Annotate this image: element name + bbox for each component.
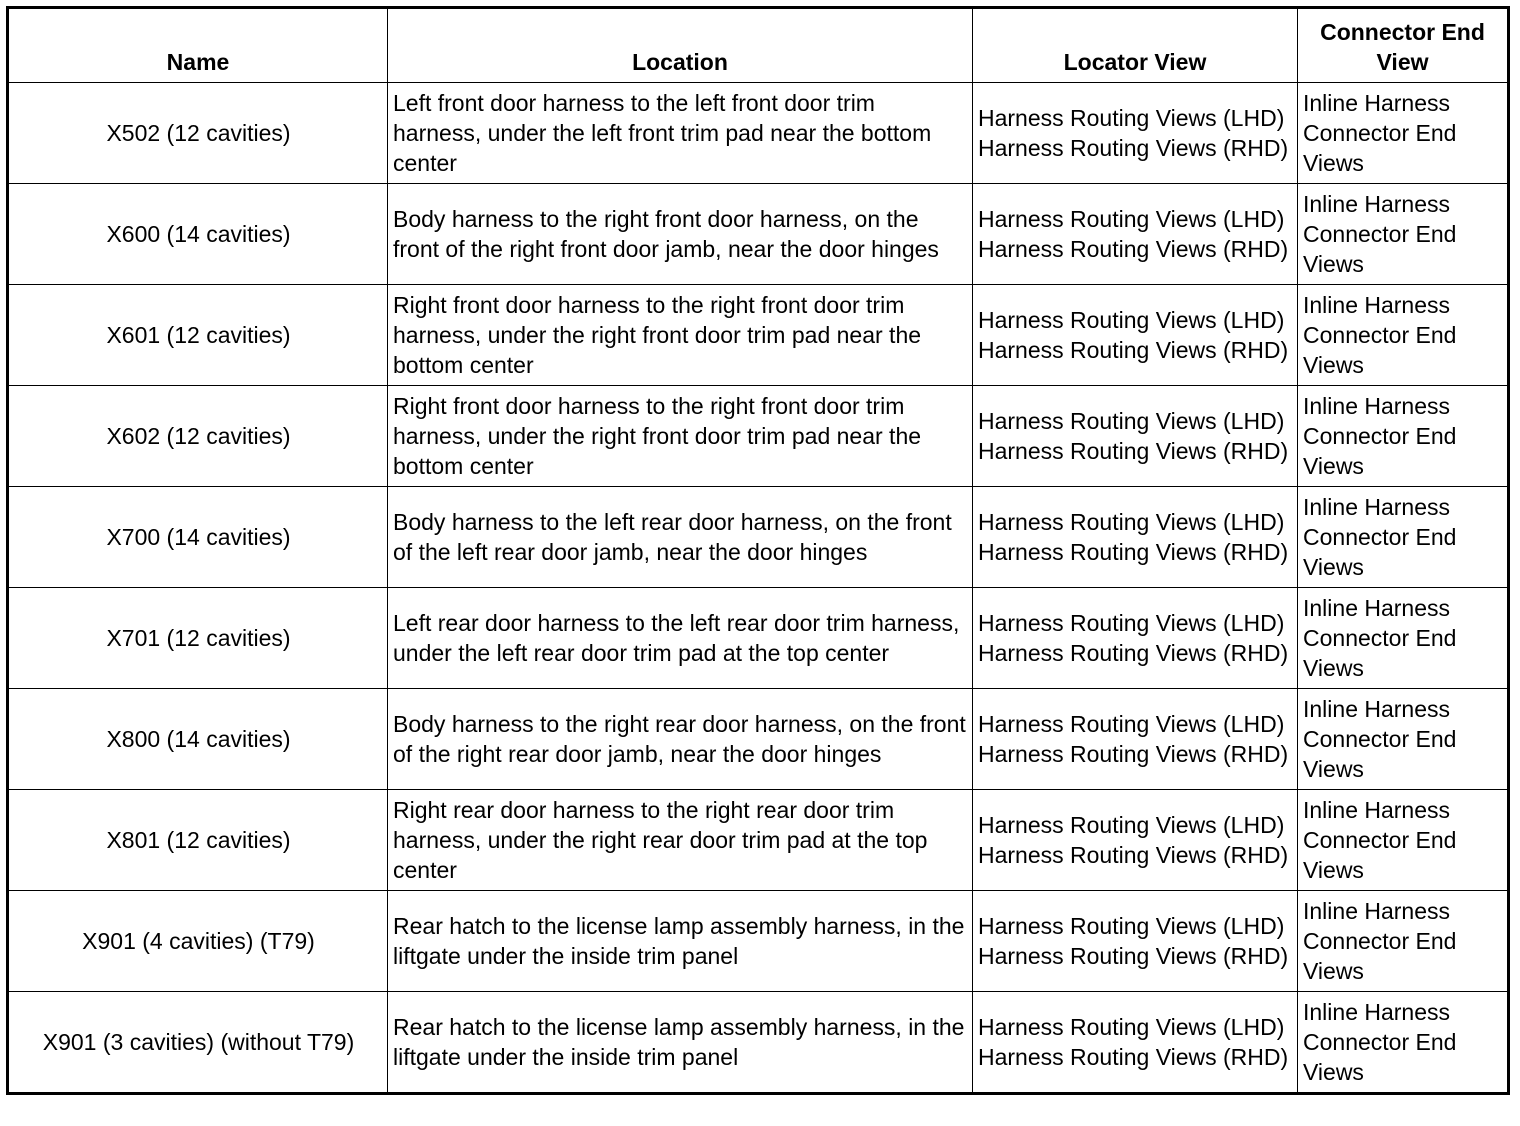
cell-locator-view: Harness Routing Views (LHD) Harness Routing Views (RHD) (973, 184, 1298, 285)
table-row (8, 386, 1509, 487)
cell-location: Body harness to the right rear door harness, on the front of the right rear door jamb, near the door hinges (388, 689, 973, 790)
connector-table (6, 6, 1510, 1095)
table-row (8, 83, 1509, 184)
table-row (8, 790, 1509, 891)
cell-location: Rear hatch to the license lamp assembly harness, in the liftgate under the inside trim panel (388, 992, 973, 1094)
cell-name: X701 (12 cavities) (8, 588, 388, 689)
header-row (8, 8, 1509, 83)
table-row (8, 588, 1509, 689)
header-location: Location (388, 8, 973, 83)
table-row (8, 184, 1509, 285)
cell-locator-view: Harness Routing Views (LHD) Harness Routing Views (RHD) (973, 992, 1298, 1094)
cell-name: X600 (14 cavities) (8, 184, 388, 285)
cell-location: Left rear door harness to the left rear door trim harness, under the left rear door trim pad at the top center (388, 588, 973, 689)
header-locator-view: Locator View (973, 8, 1298, 83)
cell-name: X602 (12 cavities) (8, 386, 388, 487)
cell-connector-end-view: Inline Harness Connector End Views (1298, 689, 1509, 790)
header-connector-end-view: Connector End View (1298, 8, 1509, 83)
cell-locator-view: Harness Routing Views (LHD) Harness Routing Views (RHD) (973, 689, 1298, 790)
cell-connector-end-view: Inline Harness Connector End Views (1298, 184, 1509, 285)
cell-location: Rear hatch to the license lamp assembly harness, in the liftgate under the inside trim panel (388, 891, 973, 992)
cell-location: Right front door harness to the right front door trim harness, under the right front door trim pad near the bottom center (388, 386, 973, 487)
header-name: Name (8, 8, 388, 83)
cell-name: X901 (3 cavities) (without T79) (8, 992, 388, 1094)
cell-name: X601 (12 cavities) (8, 285, 388, 386)
cell-locator-view: Harness Routing Views (LHD) Harness Routing Views (RHD) (973, 790, 1298, 891)
cell-connector-end-view: Inline Harness Connector End Views (1298, 386, 1509, 487)
cell-name: X800 (14 cavities) (8, 689, 388, 790)
cell-locator-view: Harness Routing Views (LHD) Harness Routing Views (RHD) (973, 891, 1298, 992)
cell-locator-view: Harness Routing Views (LHD) Harness Routing Views (RHD) (973, 588, 1298, 689)
cell-locator-view: Harness Routing Views (LHD) Harness Routing Views (RHD) (973, 83, 1298, 184)
cell-connector-end-view: Inline Harness Connector End Views (1298, 891, 1509, 992)
cell-locator-view: Harness Routing Views (LHD) Harness Routing Views (RHD) (973, 487, 1298, 588)
cell-connector-end-view: Inline Harness Connector End Views (1298, 83, 1509, 184)
cell-location: Right rear door harness to the right rear door trim harness, under the right rear door trim pad at the top center (388, 790, 973, 891)
cell-connector-end-view: Inline Harness Connector End Views (1298, 487, 1509, 588)
table-row (8, 689, 1509, 790)
cell-name: X502 (12 cavities) (8, 83, 388, 184)
table-row (8, 891, 1509, 992)
cell-location: Right front door harness to the right front door trim harness, under the right front door trim pad near the bottom center (388, 285, 973, 386)
cell-connector-end-view: Inline Harness Connector End Views (1298, 790, 1509, 891)
cell-location: Left front door harness to the left front door trim harness, under the left front trim pad near the bottom center (388, 83, 973, 184)
cell-locator-view: Harness Routing Views (LHD) Harness Routing Views (RHD) (973, 386, 1298, 487)
cell-connector-end-view: Inline Harness Connector End Views (1298, 992, 1509, 1094)
cell-locator-view: Harness Routing Views (LHD) Harness Routing Views (RHD) (973, 285, 1298, 386)
cell-name: X700 (14 cavities) (8, 487, 388, 588)
table-row (8, 992, 1509, 1094)
cell-name: X901 (4 cavities) (T79) (8, 891, 388, 992)
cell-location: Body harness to the right front door harness, on the front of the right front door jamb, near the door hinges (388, 184, 973, 285)
cell-connector-end-view: Inline Harness Connector End Views (1298, 588, 1509, 689)
cell-name: X801 (12 cavities) (8, 790, 388, 891)
table-row (8, 487, 1509, 588)
table-row (8, 285, 1509, 386)
cell-location: Body harness to the left rear door harness, on the front of the left rear door jamb, near the door hinges (388, 487, 973, 588)
cell-connector-end-view: Inline Harness Connector End Views (1298, 285, 1509, 386)
